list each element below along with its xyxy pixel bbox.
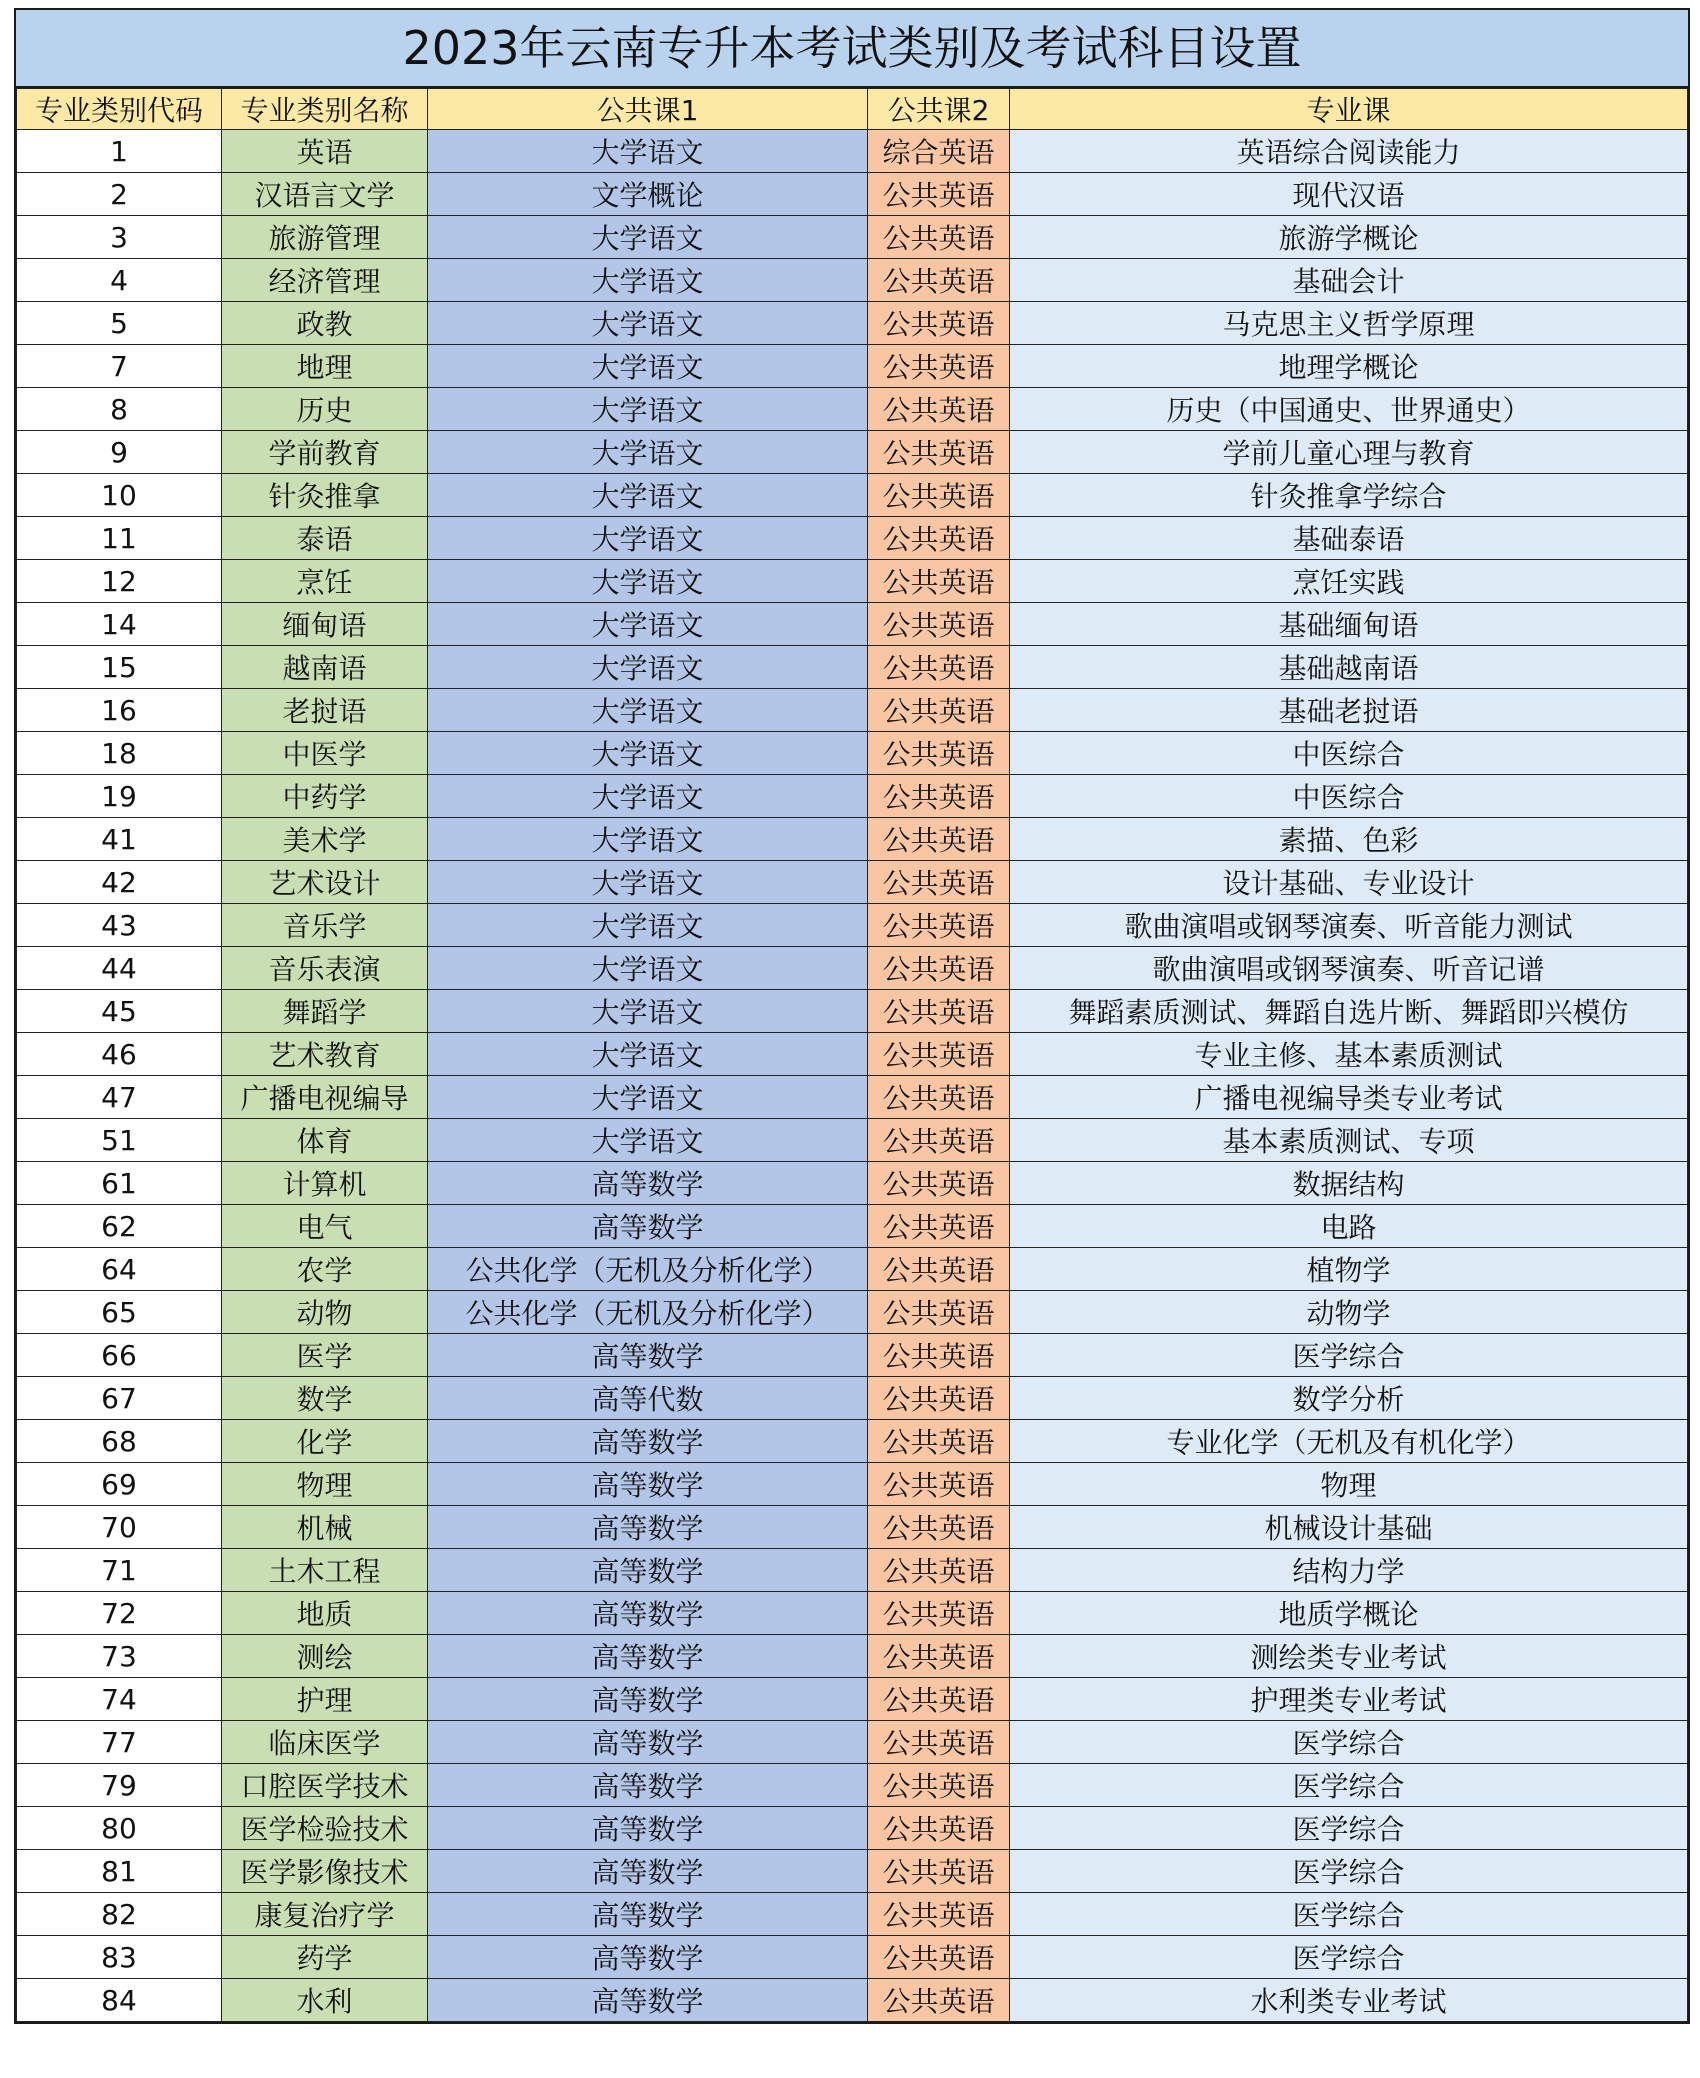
table-row (17, 1162, 1688, 1205)
cell-major-category-name: 音乐学 (222, 904, 428, 947)
cell-public-course-1: 大学语文 (428, 947, 868, 990)
cell-public-course-1: 公共化学（无机及分析化学） (428, 1291, 868, 1334)
table-row (17, 1463, 1688, 1506)
cell-public-course-1: 大学语文 (428, 474, 868, 517)
cell-major-category-name: 测绘 (222, 1635, 428, 1678)
cell-major-course: 结构力学 (1010, 1549, 1688, 1592)
table-row (17, 1850, 1688, 1893)
cell-major-course: 数学分析 (1010, 1377, 1688, 1420)
cell-code: 64 (17, 1248, 222, 1291)
cell-major-category-name: 地质 (222, 1592, 428, 1635)
cell-major-course: 设计基础、专业设计 (1010, 861, 1688, 904)
cell-public-course-2: 公共英语 (868, 1334, 1010, 1377)
cell-major-course: 专业主修、基本素质测试 (1010, 1033, 1688, 1076)
header-public1: 公共课1 (428, 89, 868, 130)
cell-public-course-2: 公共英语 (868, 216, 1010, 259)
cell-public-course-2: 公共英语 (868, 732, 1010, 775)
cell-major-category-name: 医学影像技术 (222, 1850, 428, 1893)
cell-code: 46 (17, 1033, 222, 1076)
table-row (17, 861, 1688, 904)
cell-major-category-name: 中医学 (222, 732, 428, 775)
cell-public-course-1: 大学语文 (428, 1033, 868, 1076)
cell-public-course-2: 公共英语 (868, 1248, 1010, 1291)
cell-public-course-1: 大学语文 (428, 861, 868, 904)
cell-public-course-1: 高等数学 (428, 1162, 868, 1205)
cell-major-category-name: 口腔医学技术 (222, 1764, 428, 1807)
cell-major-course: 广播电视编导类专业考试 (1010, 1076, 1688, 1119)
cell-major-category-name: 医学 (222, 1334, 428, 1377)
table-row (17, 1506, 1688, 1549)
cell-public-course-2: 公共英语 (868, 1549, 1010, 1592)
cell-code: 82 (17, 1893, 222, 1936)
cell-public-course-2: 公共英语 (868, 1635, 1010, 1678)
cell-major-course: 专业化学（无机及有机化学） (1010, 1420, 1688, 1463)
cell-public-course-2: 公共英语 (868, 646, 1010, 689)
cell-major-category-name: 康复治疗学 (222, 1893, 428, 1936)
cell-code: 7 (17, 345, 222, 388)
cell-public-course-1: 大学语文 (428, 431, 868, 474)
cell-public-course-2: 公共英语 (868, 1936, 1010, 1979)
cell-public-course-2: 公共英语 (868, 302, 1010, 345)
table-row (17, 1764, 1688, 1807)
table-row (17, 947, 1688, 990)
cell-major-category-name: 美术学 (222, 818, 428, 861)
cell-code: 83 (17, 1936, 222, 1979)
table-row (17, 1678, 1688, 1721)
cell-major-category-name: 艺术设计 (222, 861, 428, 904)
cell-code: 12 (17, 560, 222, 603)
table-body (17, 130, 1688, 2022)
cell-major-course: 地理学概论 (1010, 345, 1688, 388)
cell-public-course-2: 公共英语 (868, 1979, 1010, 2022)
cell-major-category-name: 老挝语 (222, 689, 428, 732)
cell-major-category-name: 数学 (222, 1377, 428, 1420)
table-row (17, 216, 1688, 259)
cell-public-course-1: 大学语文 (428, 1119, 868, 1162)
cell-public-course-1: 大学语文 (428, 775, 868, 818)
cell-major-course: 医学综合 (1010, 1893, 1688, 1936)
cell-major-category-name: 经济管理 (222, 259, 428, 302)
cell-public-course-1: 高等数学 (428, 1678, 868, 1721)
cell-public-course-1: 高等数学 (428, 1592, 868, 1635)
table-row (17, 818, 1688, 861)
cell-code: 73 (17, 1635, 222, 1678)
cell-public-course-1: 高等数学 (428, 1205, 868, 1248)
table-row (17, 1334, 1688, 1377)
cell-major-category-name: 体育 (222, 1119, 428, 1162)
cell-public-course-2: 公共英语 (868, 775, 1010, 818)
cell-major-course: 英语综合阅读能力 (1010, 130, 1688, 173)
cell-major-course: 针灸推拿学综合 (1010, 474, 1688, 517)
cell-code: 11 (17, 517, 222, 560)
cell-code: 45 (17, 990, 222, 1033)
cell-major-category-name: 机械 (222, 1506, 428, 1549)
table-row (17, 259, 1688, 302)
cell-public-course-2: 公共英语 (868, 560, 1010, 603)
cell-public-course-1: 大学语文 (428, 1076, 868, 1119)
cell-code: 84 (17, 1979, 222, 2022)
cell-code: 66 (17, 1334, 222, 1377)
table-row (17, 1205, 1688, 1248)
table-row (17, 646, 1688, 689)
cell-major-course: 基础越南语 (1010, 646, 1688, 689)
table-row (17, 388, 1688, 431)
cell-major-category-name: 临床医学 (222, 1721, 428, 1764)
cell-major-course: 舞蹈素质测试、舞蹈自选片断、舞蹈即兴模仿 (1010, 990, 1688, 1033)
cell-code: 80 (17, 1807, 222, 1850)
cell-major-category-name: 土木工程 (222, 1549, 428, 1592)
cell-major-category-name: 艺术教育 (222, 1033, 428, 1076)
cell-major-course: 基础泰语 (1010, 517, 1688, 560)
table-row (17, 474, 1688, 517)
cell-public-course-1: 高等数学 (428, 1635, 868, 1678)
cell-major-category-name: 针灸推拿 (222, 474, 428, 517)
cell-public-course-1: 大学语文 (428, 130, 868, 173)
table-row (17, 1076, 1688, 1119)
cell-code: 74 (17, 1678, 222, 1721)
cell-major-category-name: 舞蹈学 (222, 990, 428, 1033)
cell-public-course-2: 公共英语 (868, 1506, 1010, 1549)
table-row (17, 130, 1688, 173)
cell-code: 70 (17, 1506, 222, 1549)
cell-major-course: 中医综合 (1010, 775, 1688, 818)
cell-major-course: 中医综合 (1010, 732, 1688, 775)
cell-public-course-2: 公共英语 (868, 1119, 1010, 1162)
cell-public-course-1: 大学语文 (428, 646, 868, 689)
table-row (17, 1721, 1688, 1764)
cell-major-category-name: 音乐表演 (222, 947, 428, 990)
cell-public-course-1: 高等数学 (428, 1549, 868, 1592)
table-row (17, 345, 1688, 388)
header-name: 专业类别名称 (222, 89, 428, 130)
cell-public-course-1: 大学语文 (428, 818, 868, 861)
cell-public-course-1: 高等数学 (428, 1850, 868, 1893)
cell-code: 18 (17, 732, 222, 775)
cell-major-category-name: 旅游管理 (222, 216, 428, 259)
cell-code: 77 (17, 1721, 222, 1764)
cell-public-course-1: 大学语文 (428, 990, 868, 1033)
cell-public-course-1: 高等代数 (428, 1377, 868, 1420)
table-row (17, 1420, 1688, 1463)
cell-major-course: 医学综合 (1010, 1764, 1688, 1807)
table-row (17, 1807, 1688, 1850)
cell-code: 8 (17, 388, 222, 431)
cell-major-course: 素描、色彩 (1010, 818, 1688, 861)
cell-major-category-name: 护理 (222, 1678, 428, 1721)
cell-major-category-name: 医学检验技术 (222, 1807, 428, 1850)
cell-major-category-name: 越南语 (222, 646, 428, 689)
cell-code: 19 (17, 775, 222, 818)
cell-public-course-2: 公共英语 (868, 173, 1010, 216)
cell-public-course-2: 公共英语 (868, 1420, 1010, 1463)
cell-code: 67 (17, 1377, 222, 1420)
cell-public-course-1: 公共化学（无机及分析化学） (428, 1248, 868, 1291)
header-public2: 公共课2 (868, 89, 1010, 130)
cell-public-course-1: 大学语文 (428, 603, 868, 646)
cell-major-category-name: 计算机 (222, 1162, 428, 1205)
cell-code: 69 (17, 1463, 222, 1506)
cell-public-course-2: 公共英语 (868, 1291, 1010, 1334)
cell-major-category-name: 中药学 (222, 775, 428, 818)
cell-public-course-1: 高等数学 (428, 1893, 868, 1936)
sheet-title: 2023年云南专升本考试类别及考试科目设置 (16, 10, 1688, 88)
cell-code: 44 (17, 947, 222, 990)
cell-public-course-1: 高等数学 (428, 1721, 868, 1764)
cell-public-course-1: 大学语文 (428, 259, 868, 302)
cell-public-course-2: 公共英语 (868, 947, 1010, 990)
exam-subjects-table (16, 88, 1688, 2022)
table-row (17, 1635, 1688, 1678)
cell-public-course-2: 公共英语 (868, 1850, 1010, 1893)
cell-public-course-1: 大学语文 (428, 388, 868, 431)
cell-major-category-name: 化学 (222, 1420, 428, 1463)
cell-major-category-name: 缅甸语 (222, 603, 428, 646)
cell-major-course: 歌曲演唱或钢琴演奏、听音能力测试 (1010, 904, 1688, 947)
table-row (17, 1119, 1688, 1162)
cell-public-course-2: 公共英语 (868, 1893, 1010, 1936)
cell-major-course: 学前儿童心理与教育 (1010, 431, 1688, 474)
cell-code: 68 (17, 1420, 222, 1463)
table-row (17, 1377, 1688, 1420)
cell-major-course: 基础缅甸语 (1010, 603, 1688, 646)
cell-public-course-1: 高等数学 (428, 1979, 868, 2022)
cell-public-course-2: 公共英语 (868, 1721, 1010, 1764)
table-row (17, 560, 1688, 603)
cell-major-course: 机械设计基础 (1010, 1506, 1688, 1549)
cell-public-course-1: 高等数学 (428, 1334, 868, 1377)
cell-public-course-2: 公共英语 (868, 689, 1010, 732)
cell-code: 14 (17, 603, 222, 646)
cell-code: 9 (17, 431, 222, 474)
table-row (17, 1549, 1688, 1592)
header-row (17, 89, 1688, 130)
table-row (17, 1893, 1688, 1936)
cell-major-course: 基础会计 (1010, 259, 1688, 302)
cell-major-category-name: 动物 (222, 1291, 428, 1334)
cell-code: 2 (17, 173, 222, 216)
table-row (17, 1979, 1688, 2022)
table-row (17, 1248, 1688, 1291)
cell-public-course-1: 大学语文 (428, 517, 868, 560)
cell-major-course: 植物学 (1010, 1248, 1688, 1291)
cell-public-course-1: 高等数学 (428, 1506, 868, 1549)
cell-public-course-2: 公共英语 (868, 1592, 1010, 1635)
cell-public-course-2: 公共英语 (868, 1076, 1010, 1119)
cell-public-course-2: 公共英语 (868, 259, 1010, 302)
cell-public-course-2: 综合英语 (868, 130, 1010, 173)
cell-public-course-2: 公共英语 (868, 345, 1010, 388)
header-code: 专业类别代码 (17, 89, 222, 130)
cell-major-category-name: 学前教育 (222, 431, 428, 474)
table-row (17, 775, 1688, 818)
cell-code: 61 (17, 1162, 222, 1205)
cell-major-course: 地质学概论 (1010, 1592, 1688, 1635)
cell-code: 51 (17, 1119, 222, 1162)
cell-public-course-1: 大学语文 (428, 345, 868, 388)
cell-code: 42 (17, 861, 222, 904)
cell-major-course: 马克思主义哲学原理 (1010, 302, 1688, 345)
cell-major-category-name: 农学 (222, 1248, 428, 1291)
cell-public-course-2: 公共英语 (868, 1463, 1010, 1506)
table-row (17, 1936, 1688, 1979)
cell-code: 10 (17, 474, 222, 517)
cell-major-category-name: 电气 (222, 1205, 428, 1248)
cell-major-course: 动物学 (1010, 1291, 1688, 1334)
table-row (17, 431, 1688, 474)
cell-public-course-2: 公共英语 (868, 474, 1010, 517)
cell-major-category-name: 泰语 (222, 517, 428, 560)
cell-code: 81 (17, 1850, 222, 1893)
cell-code: 1 (17, 130, 222, 173)
cell-public-course-1: 大学语文 (428, 560, 868, 603)
cell-public-course-2: 公共英语 (868, 1033, 1010, 1076)
cell-code: 16 (17, 689, 222, 732)
cell-major-course: 现代汉语 (1010, 173, 1688, 216)
cell-major-course: 护理类专业考试 (1010, 1678, 1688, 1721)
cell-major-course: 数据结构 (1010, 1162, 1688, 1205)
cell-code: 47 (17, 1076, 222, 1119)
cell-major-course: 医学综合 (1010, 1936, 1688, 1979)
cell-public-course-2: 公共英语 (868, 1377, 1010, 1420)
cell-major-course: 医学综合 (1010, 1850, 1688, 1893)
cell-public-course-1: 大学语文 (428, 216, 868, 259)
cell-public-course-1: 大学语文 (428, 732, 868, 775)
cell-major-category-name: 物理 (222, 1463, 428, 1506)
table-row (17, 517, 1688, 560)
cell-major-course: 物理 (1010, 1463, 1688, 1506)
cell-public-course-1: 高等数学 (428, 1807, 868, 1850)
exam-subjects-sheet (14, 8, 1690, 2024)
cell-major-course: 歌曲演唱或钢琴演奏、听音记谱 (1010, 947, 1688, 990)
cell-major-category-name: 汉语言文学 (222, 173, 428, 216)
table-row (17, 1291, 1688, 1334)
cell-public-course-1: 高等数学 (428, 1420, 868, 1463)
cell-public-course-2: 公共英语 (868, 1764, 1010, 1807)
cell-code: 15 (17, 646, 222, 689)
cell-major-category-name: 烹饪 (222, 560, 428, 603)
cell-major-course: 旅游学概论 (1010, 216, 1688, 259)
table-row (17, 302, 1688, 345)
cell-public-course-1: 高等数学 (428, 1463, 868, 1506)
cell-public-course-2: 公共英语 (868, 1678, 1010, 1721)
cell-public-course-2: 公共英语 (868, 1205, 1010, 1248)
cell-public-course-2: 公共英语 (868, 861, 1010, 904)
cell-code: 62 (17, 1205, 222, 1248)
cell-code: 41 (17, 818, 222, 861)
cell-public-course-2: 公共英语 (868, 517, 1010, 560)
cell-public-course-2: 公共英语 (868, 990, 1010, 1033)
cell-major-course: 测绘类专业考试 (1010, 1635, 1688, 1678)
cell-major-course: 基础老挝语 (1010, 689, 1688, 732)
cell-major-course: 基本素质测试、专项 (1010, 1119, 1688, 1162)
table-row (17, 173, 1688, 216)
table-row (17, 732, 1688, 775)
header-major: 专业课 (1010, 89, 1688, 130)
cell-code: 4 (17, 259, 222, 302)
cell-code: 79 (17, 1764, 222, 1807)
table-row (17, 904, 1688, 947)
cell-major-course: 烹饪实践 (1010, 560, 1688, 603)
cell-code: 71 (17, 1549, 222, 1592)
cell-code: 43 (17, 904, 222, 947)
cell-public-course-2: 公共英语 (868, 1162, 1010, 1205)
cell-public-course-1: 大学语文 (428, 904, 868, 947)
cell-public-course-1: 高等数学 (428, 1764, 868, 1807)
table-row (17, 990, 1688, 1033)
cell-code: 5 (17, 302, 222, 345)
cell-public-course-2: 公共英语 (868, 431, 1010, 474)
cell-public-course-1: 大学语文 (428, 302, 868, 345)
cell-major-course: 电路 (1010, 1205, 1688, 1248)
cell-major-category-name: 政教 (222, 302, 428, 345)
cell-major-course: 医学综合 (1010, 1334, 1688, 1377)
cell-major-category-name: 地理 (222, 345, 428, 388)
cell-code: 3 (17, 216, 222, 259)
cell-public-course-2: 公共英语 (868, 818, 1010, 861)
cell-major-category-name: 广播电视编导 (222, 1076, 428, 1119)
cell-major-course: 水利类专业考试 (1010, 1979, 1688, 2022)
cell-major-category-name: 历史 (222, 388, 428, 431)
table-row (17, 689, 1688, 732)
cell-public-course-2: 公共英语 (868, 1807, 1010, 1850)
cell-major-category-name: 水利 (222, 1979, 428, 2022)
cell-public-course-1: 高等数学 (428, 1936, 868, 1979)
cell-major-course: 历史（中国通史、世界通史） (1010, 388, 1688, 431)
cell-major-category-name: 英语 (222, 130, 428, 173)
cell-major-category-name: 药学 (222, 1936, 428, 1979)
table-row (17, 603, 1688, 646)
cell-public-course-2: 公共英语 (868, 904, 1010, 947)
table-row (17, 1033, 1688, 1076)
cell-code: 72 (17, 1592, 222, 1635)
cell-code: 65 (17, 1291, 222, 1334)
cell-major-course: 医学综合 (1010, 1721, 1688, 1764)
cell-public-course-1: 文学概论 (428, 173, 868, 216)
cell-public-course-2: 公共英语 (868, 388, 1010, 431)
table-row (17, 1592, 1688, 1635)
cell-public-course-1: 大学语文 (428, 689, 868, 732)
cell-public-course-2: 公共英语 (868, 603, 1010, 646)
cell-major-course: 医学综合 (1010, 1807, 1688, 1850)
